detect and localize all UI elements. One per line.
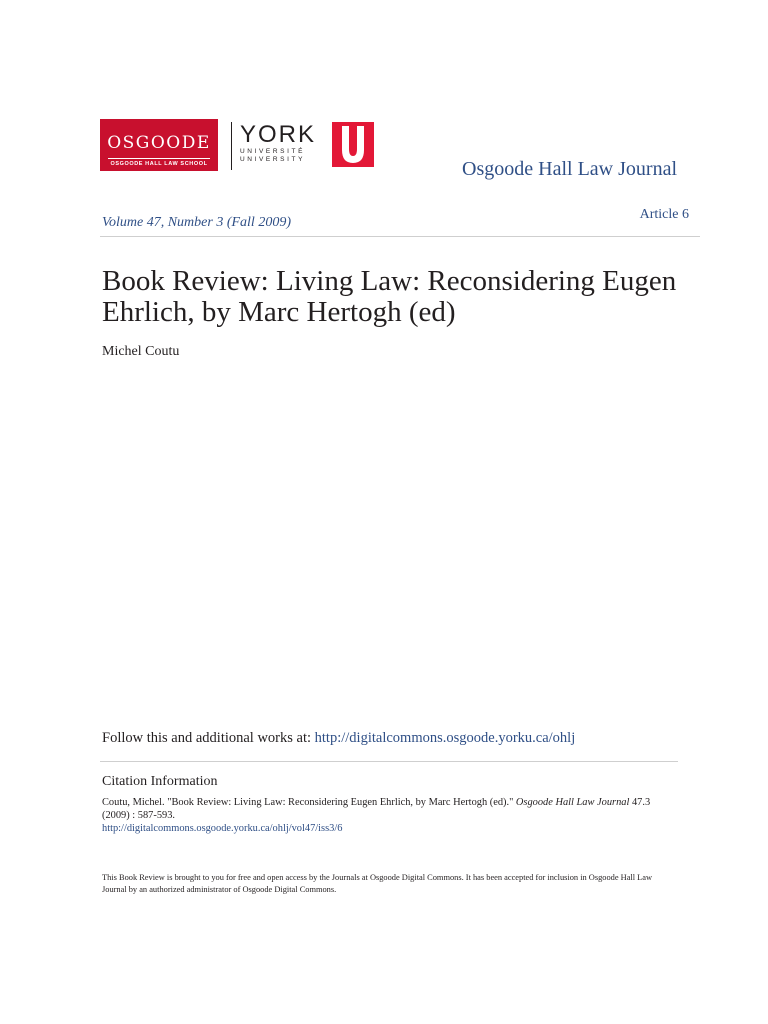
author-link[interactable]: Michel Coutu: [102, 344, 180, 359]
york-logo-university: UNIVERSITY: [240, 156, 306, 163]
citation-divider: [100, 761, 678, 762]
citation-journal: Osgoode Hall Law Journal: [515, 797, 630, 808]
york-u-logo: [332, 122, 374, 167]
article-number-link[interactable]: Article 6: [639, 207, 689, 222]
follow-line: [102, 730, 575, 747]
osgoode-logo: [100, 119, 218, 171]
osgoode-logo-word: OSGOODE: [107, 133, 211, 153]
york-logo-universite: UNIVERSITÉ: [240, 148, 306, 155]
follow-url-link[interactable]: http://digitalcommons.osgoode.yorku.ca/ohlj: [314, 730, 576, 746]
york-logo-word: YORK: [240, 121, 317, 148]
header-divider: [100, 236, 700, 237]
citation-body: [102, 796, 662, 835]
york-logo-text: [240, 122, 330, 170]
logo-divider: [231, 122, 232, 170]
citation-url-link[interactable]: http://digitalcommons.osgoode.yorku.ca/ohlj/vol47/iss3/6: [102, 823, 343, 834]
citation-heading: Citation Information: [102, 774, 218, 789]
citation-text-after: 47.3 (2009) : 587-593.: [102, 797, 651, 821]
journal-title-link[interactable]: Osgoode Hall Law Journal: [462, 158, 677, 180]
access-notice: This Book Review is brought to you for free and open access by the Journals at Osgoode Digital Commons. It has been accepted for inclusion in Osgoode Hall Law Journal by an authorized administrator of Osgoode Digital Commons.: [102, 873, 653, 894]
follow-label: Follow this and additional works at:: [102, 730, 312, 746]
osgoode-logo-rule: [108, 158, 210, 159]
osgoode-logo-school: OSGOODE HALL LAW SCHOOL: [110, 161, 208, 167]
document-title: Book Review: Living Law: Reconsidering Eugen Ehrlich, by Marc Hertogh (ed): [102, 265, 677, 328]
volume-issue-link[interactable]: Volume 47, Number 3 (Fall 2009): [102, 215, 291, 230]
citation-text-before: Coutu, Michel. "Book Review: Living Law: Reconsidering Eugen Ehrlich, by Marc Hertogh (ed).": [102, 797, 516, 808]
